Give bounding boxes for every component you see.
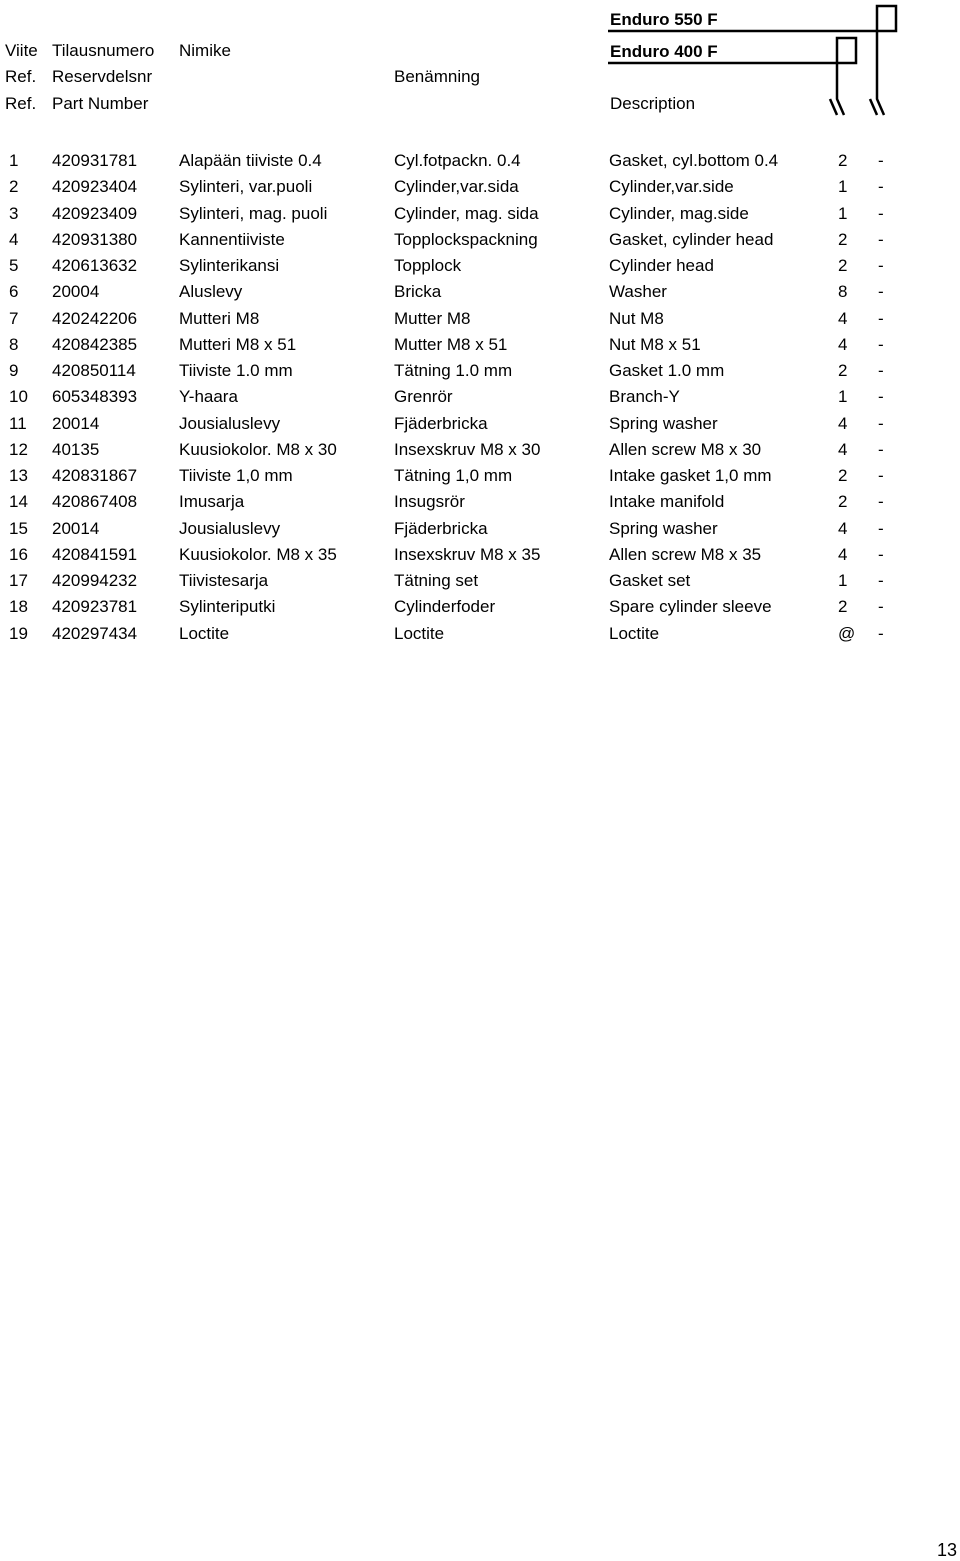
header-name-sv: Benämning [394, 67, 481, 86]
row-desc-en: Cylinder head [609, 256, 714, 275]
row-desc-en: Gasket, cyl.bottom 0.4 [609, 151, 779, 170]
row-name-fi: Sylinteri, mag. puoli [179, 203, 328, 223]
row-name-sv: Fjäderbricka [394, 518, 488, 538]
row-name-fi: Jousialuslevy [179, 518, 281, 538]
row-qty-400: - [878, 492, 884, 512]
page-number: 13 [937, 1540, 958, 1560]
row-part-number: 40135 [52, 439, 100, 459]
row-qty-550: 2 [838, 361, 848, 380]
row-desc-en: Branch-Y [609, 387, 680, 407]
row-qty-400: - [878, 203, 884, 223]
row-part-number: 20014 [52, 413, 100, 433]
row-qty-550: 2 [838, 229, 848, 249]
row-name-sv: Loctite [394, 623, 445, 643]
row-qty-550: 2 [838, 256, 848, 275]
row-name-fi: Alapään tiiviste 0.4 [179, 151, 322, 170]
row-ref: 14 [9, 492, 28, 512]
row-part-number: 420242206 [52, 308, 138, 328]
row-name-sv: Insexskruv M8 x 30 [394, 439, 541, 459]
row-desc-en: Nut M8 [609, 308, 664, 328]
row-ref: 10 [9, 387, 28, 407]
row-ref: 12 [9, 439, 28, 459]
row-qty-400: - [878, 229, 884, 249]
row-name-fi: Mutteri M8 [179, 308, 260, 328]
row-ref: 18 [9, 597, 28, 617]
row-desc-en: Cylinder, mag.side [609, 203, 749, 223]
row-name-sv: Fjäderbricka [394, 413, 488, 433]
row-ref: 2 [9, 177, 19, 197]
row-qty-550: 4 [838, 334, 848, 354]
row-qty-400: - [878, 597, 884, 617]
row-qty-550: @ [838, 623, 856, 643]
row-qty-400: - [878, 387, 884, 407]
row-name-sv: Mutter M8 [394, 308, 471, 328]
row-ref: 9 [9, 361, 19, 380]
row-name-sv: Insexskruv M8 x 35 [394, 544, 541, 564]
row-qty-400: - [878, 361, 884, 380]
row-qty-400: - [878, 623, 884, 643]
row-name-fi: Jousialuslevy [179, 413, 281, 433]
row-qty-550: 4 [838, 308, 848, 328]
row-qty-400: - [878, 151, 884, 170]
row-desc-en: Gasket set [609, 571, 691, 590]
row-name-sv: Insugsrör [394, 492, 465, 512]
row-name-fi: Mutteri M8 x 51 [179, 334, 297, 354]
row-name-fi: Sylinteriputki [179, 597, 276, 617]
row-desc-en: Intake manifold [609, 492, 725, 512]
row-ref: 6 [9, 282, 19, 302]
row-name-sv: Topplock [394, 256, 462, 275]
model-enduro-550f: Enduro 550 F [610, 10, 718, 29]
row-qty-550: 2 [838, 466, 848, 485]
row-part-number: 420923404 [52, 177, 138, 197]
row-qty-550: 4 [838, 518, 848, 538]
row-ref: 19 [9, 623, 28, 643]
row-part-number: 420297434 [52, 623, 138, 643]
row-name-fi: Imusarja [179, 492, 245, 512]
row-ref: 3 [9, 203, 19, 223]
row-qty-550: 2 [838, 597, 848, 617]
row-name-fi: Kannentiiviste [179, 229, 285, 249]
row-name-fi: Tiivistesarja [179, 571, 269, 590]
row-name-sv: Cylinder,var.sida [394, 177, 519, 197]
header-order-sv: Reservdelsnr [52, 67, 153, 86]
row-name-fi: Sylinteri, var.puoli [179, 177, 313, 197]
header-order-en: Part Number [52, 94, 149, 113]
row-qty-550: 2 [838, 492, 848, 512]
row-name-sv: Bricka [394, 282, 442, 302]
row-part-number: 420923781 [52, 597, 138, 617]
row-qty-400: - [878, 439, 884, 459]
row-qty-400: - [878, 466, 884, 485]
row-desc-en: Gasket, cylinder head [609, 229, 774, 249]
row-part-number: 420923409 [52, 203, 138, 223]
row-qty-400: - [878, 518, 884, 538]
row-desc-en: Nut M8 x 51 [609, 334, 701, 354]
row-part-number: 420931781 [52, 151, 138, 170]
row-ref: 8 [9, 334, 19, 354]
row-name-fi: Kuusiokolor. M8 x 35 [179, 544, 337, 564]
row-desc-en: Spring washer [609, 518, 718, 538]
row-name-sv: Cyl.fotpackn. 0.4 [394, 151, 521, 170]
row-part-number: 420841591 [52, 544, 138, 564]
row-ref: 11 [9, 413, 27, 433]
row-qty-550: 1 [838, 177, 848, 197]
row-qty-550: 8 [838, 282, 848, 302]
row-name-fi: Tiiviste 1,0 mm [179, 466, 293, 485]
row-qty-400: - [878, 282, 884, 302]
row-part-number: 420850114 [52, 361, 136, 380]
row-qty-550: 1 [838, 571, 848, 590]
row-qty-400: - [878, 544, 884, 564]
row-desc-en: Spare cylinder sleeve [609, 597, 772, 617]
model-enduro-400f: Enduro 400 F [610, 42, 718, 61]
row-ref: 1 [9, 151, 19, 170]
row-ref: 17 [9, 571, 28, 590]
row-name-sv: Tätning 1.0 mm [394, 361, 513, 380]
header-order-fi: Tilausnumero [52, 41, 155, 60]
row-part-number: 420842385 [52, 334, 138, 354]
row-qty-400: - [878, 571, 884, 590]
row-desc-en: Intake gasket 1,0 mm [609, 466, 772, 485]
row-name-sv: Cylinderfoder [394, 597, 496, 617]
parts-table [0, 0, 960, 700]
row-name-fi: Y-haara [179, 387, 238, 407]
row-qty-550: 4 [838, 544, 848, 564]
row-name-fi: Sylinterikansi [179, 256, 280, 275]
row-desc-en: Allen screw M8 x 35 [609, 544, 762, 564]
row-name-sv: Grenrör [394, 387, 453, 407]
row-part-number: 420931380 [52, 229, 138, 249]
row-name-sv: Tätning set [394, 571, 479, 590]
row-ref: 16 [9, 544, 28, 564]
row-name-fi: Tiiviste 1.0 mm [179, 361, 293, 380]
row-desc-en: Washer [609, 282, 667, 302]
row-name-fi: Loctite [179, 623, 230, 643]
row-part-number: 420613632 [52, 256, 138, 275]
row-qty-550: 4 [838, 413, 848, 433]
row-part-number: 420867408 [52, 492, 138, 512]
row-desc-en: Spring washer [609, 413, 718, 433]
row-qty-400: - [878, 177, 884, 197]
row-name-sv: Cylinder, mag. sida [394, 203, 539, 223]
row-qty-400: - [878, 256, 884, 275]
row-name-sv: Tätning 1,0 mm [394, 466, 513, 485]
header-name-fi: Nimike [179, 41, 231, 60]
row-qty-550: 1 [838, 203, 848, 223]
row-qty-550: 1 [838, 387, 848, 407]
row-ref: 15 [9, 518, 28, 538]
row-qty-550: 4 [838, 439, 848, 459]
row-ref: 5 [9, 256, 19, 275]
row-part-number: 20014 [52, 518, 100, 538]
row-part-number: 20004 [52, 282, 100, 302]
row-part-number: 420831867 [52, 466, 138, 485]
row-desc-en: Loctite [609, 623, 660, 643]
row-name-fi: Aluslevy [179, 282, 243, 302]
row-qty-400: - [878, 308, 884, 328]
row-qty-400: - [878, 413, 884, 433]
header-desc-en: Description [610, 94, 696, 113]
header-ref-en: Ref. [5, 94, 37, 113]
row-desc-en: Cylinder,var.side [609, 177, 734, 197]
row-ref: 13 [9, 466, 28, 485]
row-ref: 7 [9, 308, 19, 328]
row-part-number: 605348393 [52, 387, 138, 407]
header-ref-fi: Viite [5, 41, 38, 60]
row-part-number: 420994232 [52, 571, 138, 590]
row-qty-550: 2 [838, 151, 848, 170]
row-name-sv: Topplockspackning [394, 229, 538, 249]
row-desc-en: Gasket 1.0 mm [609, 361, 725, 380]
row-name-fi: Kuusiokolor. M8 x 30 [179, 439, 337, 459]
row-desc-en: Allen screw M8 x 30 [609, 439, 762, 459]
row-ref: 4 [9, 229, 19, 249]
row-qty-400: - [878, 334, 884, 354]
row-name-sv: Mutter M8 x 51 [394, 334, 508, 354]
header-ref-sv: Ref. [5, 67, 37, 86]
